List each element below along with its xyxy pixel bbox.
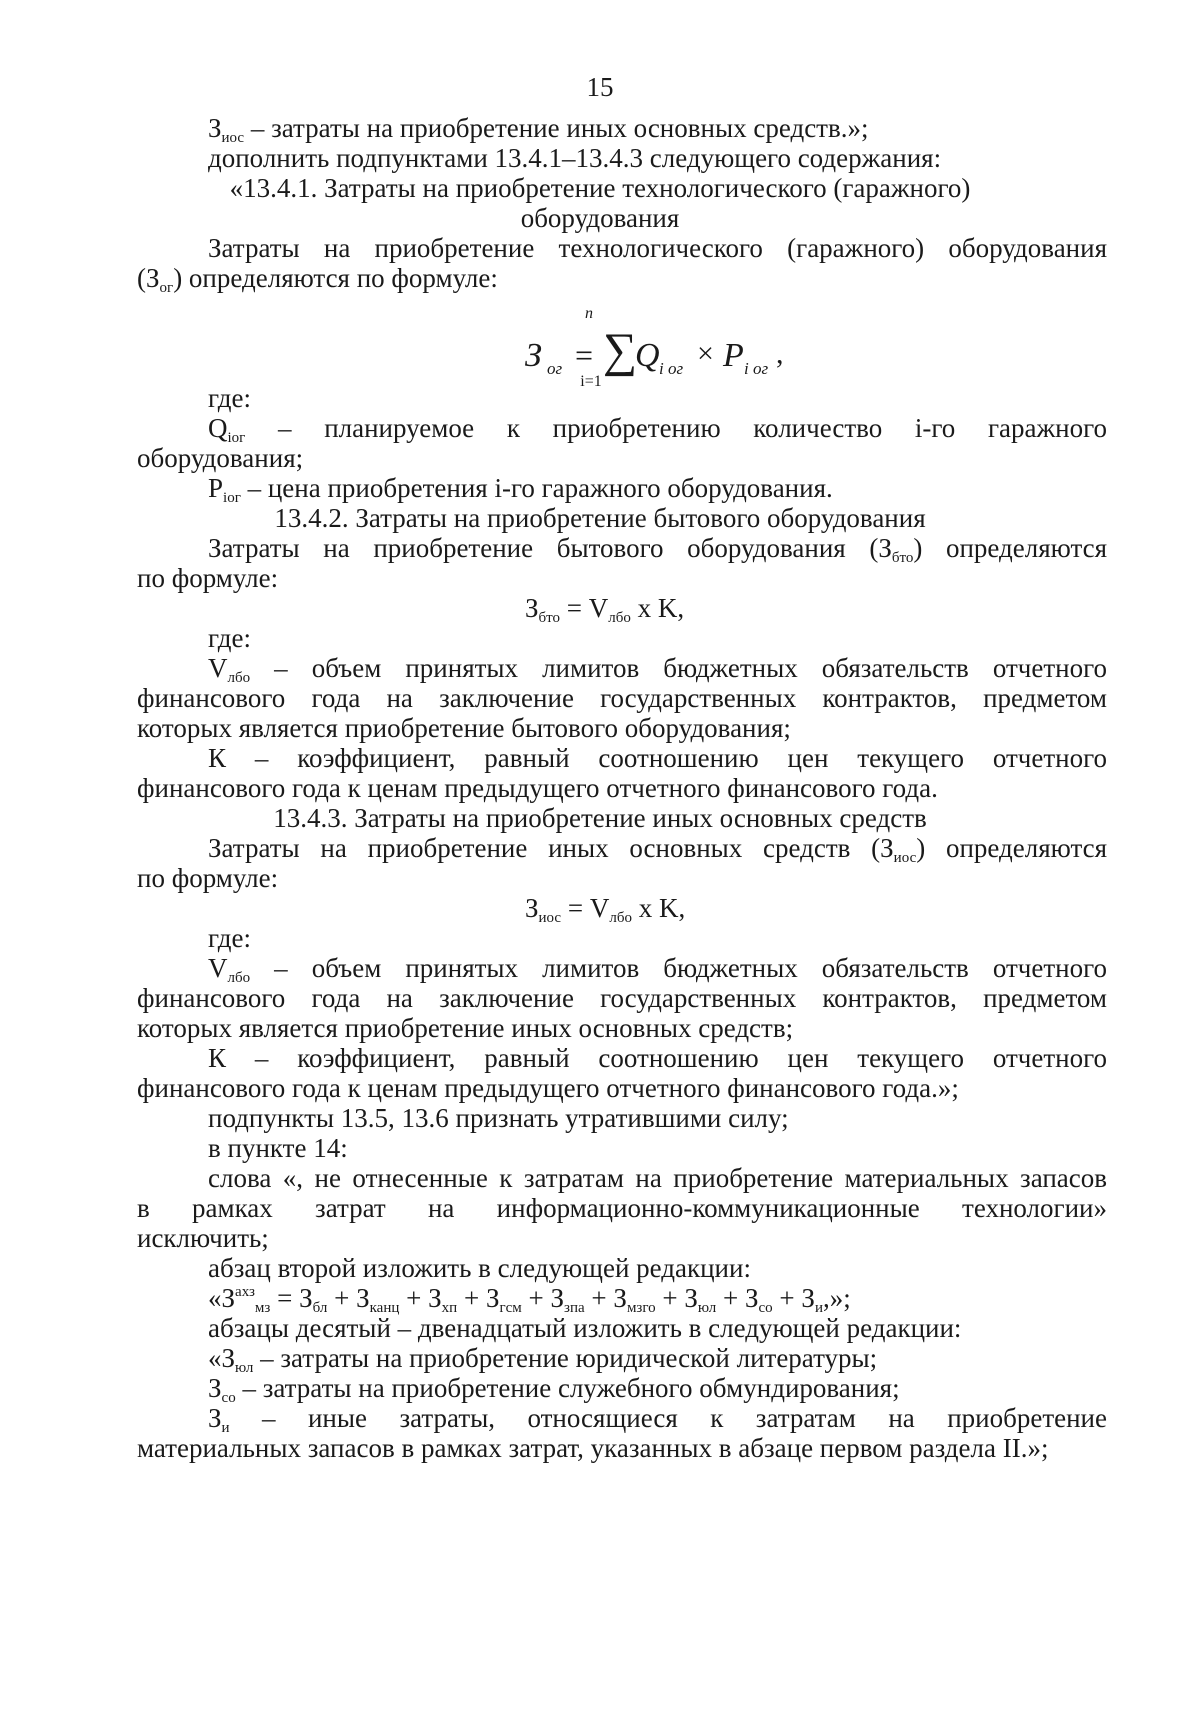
- formula-term-subscript: со: [758, 1300, 773, 1316]
- paragraph-line: абзац второй изложить в следующей редакции:: [208, 1253, 751, 1283]
- formula-term-subscript: гсм: [499, 1300, 522, 1316]
- formula-mz: «$З^{ахз}_{мз} = З_{бл} + З_{канц} + З_{хп} + З_{гсм} + З_{зпа} + З_{мзго} + З_{юл} + З_{со} + З_и$,»;: [208, 1283, 851, 1316]
- paragraph-line: которых является приобретение иных основных средств;: [137, 1013, 794, 1043]
- formula-term: З: [356, 1283, 370, 1313]
- text-line: дополнить подпунктами 13.4.1–13.4.3 следующего содержания:: [208, 143, 942, 173]
- text-line: где:: [208, 623, 251, 653]
- formula-term: З: [299, 1283, 313, 1313]
- formula-term: З: [485, 1283, 500, 1313]
- paragraph-line: К – коэффициент, равный соотношению цен текущего отчетного: [208, 743, 1107, 773]
- plus-sign: +: [399, 1283, 429, 1313]
- paragraph-line: Затраты на приобретение технологического (гаражного) оборудования: [208, 233, 1107, 263]
- page-number: 15: [586, 72, 614, 102]
- paragraph-line: абзацы десятый – двенадцатый изложить в следующей редакции:: [208, 1313, 962, 1343]
- formula-term: З: [613, 1283, 627, 1313]
- formula-ios: $З_{иос} = V_{лбо}$ x K,: [525, 893, 686, 926]
- paragraph-line: по формуле:: [137, 863, 279, 893]
- text-line: $З_{иос}$ – затраты на приобретение иных основных средств.»;: [208, 113, 869, 146]
- formula-mz-terms: [299, 1283, 823, 1316]
- paragraph-line: $Q_{iог}$ – планируемое к приобретению количество i-го гаражного: [208, 413, 1107, 446]
- formula-term-subscript: мзго: [626, 1300, 656, 1316]
- plus-sign: +: [457, 1283, 486, 1313]
- paragraph-line: $(З_{ог})$ определяются по формуле:: [137, 263, 498, 296]
- formula-term-subscript: хп: [441, 1300, 458, 1316]
- formula-term-subscript: юл: [697, 1300, 717, 1316]
- paragraph-line: по формуле:: [137, 563, 279, 593]
- paragraph-line: финансового года на заключение государственных контрактов, предметом: [137, 683, 1107, 713]
- plus-sign: +: [521, 1283, 551, 1313]
- section-heading: 13.4.3. Затраты на приобретение иных основных средств: [273, 803, 927, 833]
- paragraph-line: К – коэффициент, равный соотношению цен текущего отчетного: [208, 1043, 1107, 1073]
- paragraph-line: подпункты 13.5, 13.6 признать утратившими силу;: [208, 1103, 789, 1133]
- section-heading: «13.4.1. Затраты на приобретение технологического (гаражного): [229, 173, 971, 203]
- paragraph-line: $З_{со}$ – затраты на приобретение служебного обмундирования;: [208, 1373, 900, 1406]
- paragraph-line: оборудования;: [137, 443, 304, 473]
- formula-term-subscript: бл: [312, 1300, 328, 1316]
- formula-og: З ог = n ∑ i=1 Q i ог × P i ог ,: [525, 305, 784, 390]
- formula-term-subscript: зпа: [564, 1300, 585, 1316]
- paragraph-line: материальных запасов в рамках затрат, указанных в абзаце первом раздела II.»;: [137, 1433, 1049, 1463]
- paragraph-line: исключить;: [137, 1223, 269, 1253]
- formula-term: З: [684, 1283, 698, 1313]
- text-line: где:: [208, 923, 251, 953]
- plus-sign: +: [772, 1283, 802, 1313]
- formula-term: З: [744, 1283, 759, 1313]
- paragraph-line: финансового года к ценам предыдущего отчетного финансового года.»;: [137, 1073, 959, 1103]
- formula-term: З: [428, 1283, 442, 1313]
- paragraph-line: финансового года к ценам предыдущего отчетного финансового года.: [137, 773, 938, 803]
- formula-term-subscript: канц: [369, 1300, 400, 1316]
- paragraph-line: финансового года на заключение государственных контрактов, предметом: [137, 983, 1107, 1013]
- paragraph-line: в пункте 14:: [208, 1133, 348, 1163]
- paragraph-line: Затраты на приобретение бытового оборудования $(З_{бто})$ определяются: [208, 533, 1107, 566]
- paragraph-line: слова «, не отнесенные к затратам на приобретение материальных запасов: [208, 1163, 1107, 1193]
- text-line: где:: [208, 383, 251, 413]
- paragraph-line: которых является приобретение бытового оборудования;: [137, 713, 791, 743]
- formula-term-subscript: и: [814, 1300, 823, 1316]
- formula-term: З: [550, 1283, 565, 1313]
- plus-sign: +: [327, 1283, 357, 1313]
- formula-term: З: [801, 1283, 815, 1313]
- plus-sign: +: [655, 1283, 685, 1313]
- paragraph-line: Затраты на приобретение иных основных средств $(З_{иос})$ определяются: [208, 833, 1107, 866]
- paragraph-line: $V_{лбо}$ – объем принятых лимитов бюджетных обязательств отчетного: [208, 653, 1107, 686]
- plus-sign: +: [584, 1283, 614, 1313]
- paragraph-line: в рамках затрат на информационно-коммуникационные технологии»: [137, 1193, 1107, 1223]
- plus-sign: +: [716, 1283, 745, 1313]
- formula-bto: $З_{бто} = V_{лбо}$ x K,: [525, 593, 685, 626]
- section-heading: оборудования: [520, 203, 680, 233]
- section-heading: 13.4.2. Затраты на приобретение бытового оборудования: [274, 503, 926, 533]
- paragraph-line: $P_{iог}$ – цена приобретения i-го гаражного оборудования.: [208, 473, 833, 506]
- paragraph-line: «$З_{юл}$ – затраты на приобретение юридической литературы;: [208, 1343, 878, 1376]
- paragraph-line: $V_{лбо}$ – объем принятых лимитов бюджетных обязательств отчетного: [208, 953, 1107, 986]
- paragraph-line: $З_и$ – иные затраты, относящиеся к затратам на приобретение: [208, 1403, 1107, 1436]
